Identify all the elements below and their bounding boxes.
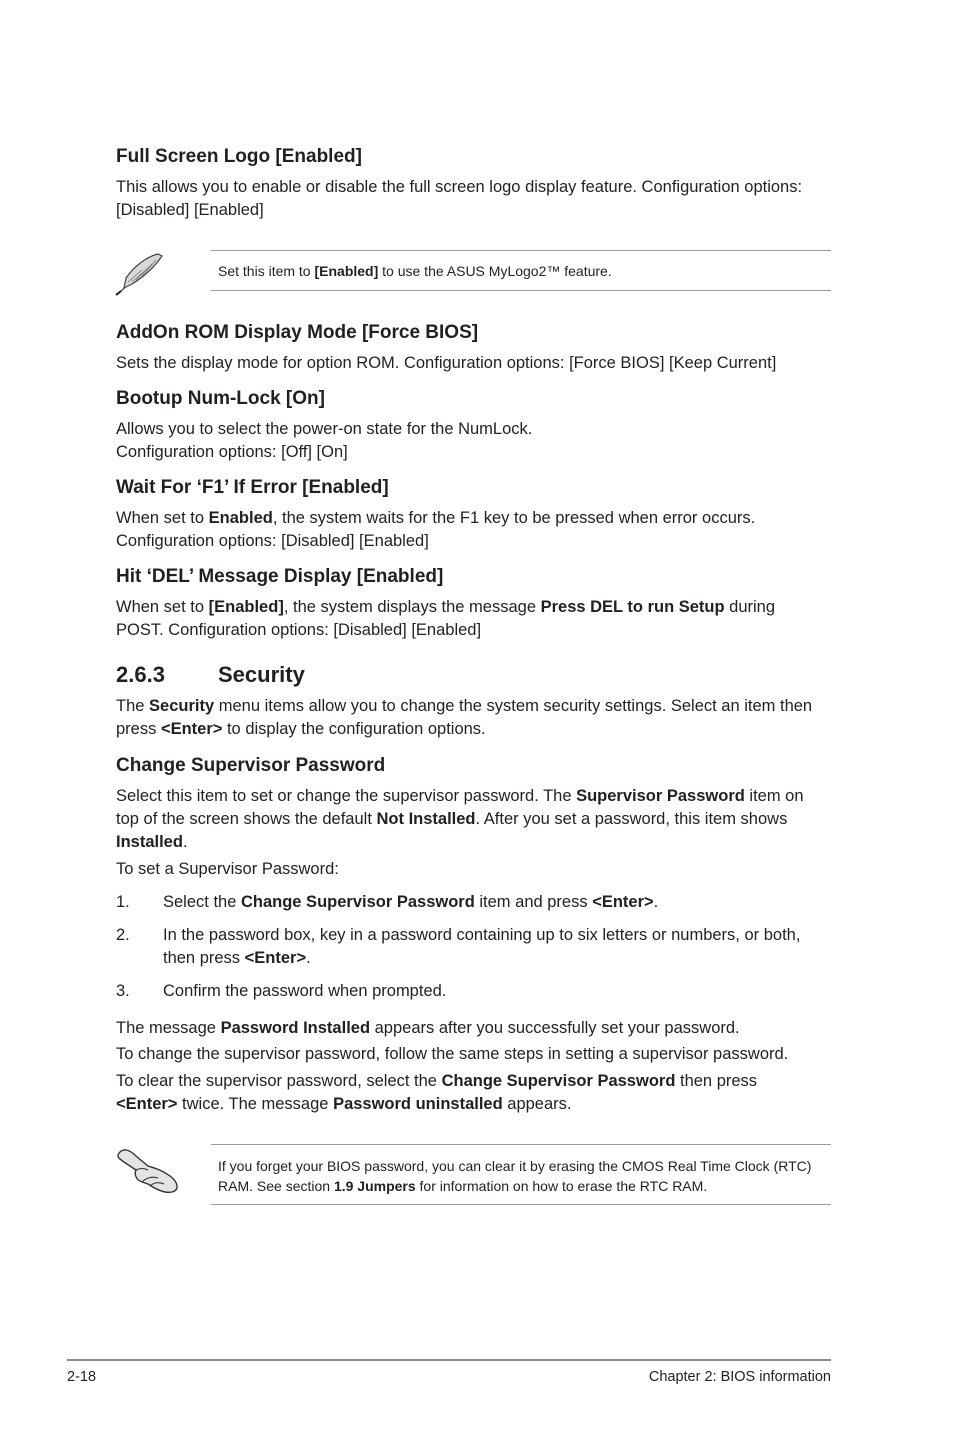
paragraph-addon-rom: Sets the display mode for option ROM. Configuration options: [Force BIOS] [Keep Current] (116, 354, 777, 372)
paragraph-wait-f1 (116, 507, 816, 553)
step-number-2: 2. (116, 926, 130, 944)
section-heading-hit-del: Hit ‘DEL’ Message Display [Enabled] (116, 566, 444, 587)
step-number-1: 1. (116, 893, 130, 911)
wait-f1-bold: Enabled (208, 509, 273, 527)
intro-bold-2: <Enter> (160, 720, 223, 738)
csp-text-c: item on top of the screen shows the default (116, 787, 804, 828)
pointing-hand-icon (112, 1142, 184, 1198)
note-text-bold: [Enabled] (314, 263, 379, 279)
numlock-line-1: Allows you to select the power-on state for the NumLock. (116, 420, 533, 438)
step-2-a: In the password box, key in a password containing up to six letters or numbers, or both, then press (163, 926, 801, 967)
note-bottom-rule (211, 290, 831, 291)
csp-text-a: Select this item to set or change the supervisor password. The (116, 787, 577, 805)
msg-a: The message (116, 1019, 221, 1037)
section-heading-wait-f1: Wait For ‘F1’ If Error [Enabled] (116, 477, 389, 498)
note-text-pre: Set this item to (218, 263, 315, 279)
clr-d: <Enter> (116, 1095, 178, 1113)
paragraph-numlock (116, 418, 836, 464)
note-text (218, 261, 828, 281)
paragraph-clear (116, 1070, 821, 1116)
csp-text-g: . (182, 833, 188, 851)
note-text-post: to use the ASUS MyLogo2™ feature. (378, 263, 612, 279)
step-1-a: Select the (163, 893, 241, 911)
section-heading-addon-rom: AddOn ROM Display Mode [Force BIOS] (116, 322, 479, 343)
note-2-c: for information on how to erase the RTC RAM. (415, 1178, 708, 1194)
wait-f1-post: , the system waits for the F1 key to be pressed when error occurs. Configuration options: [Disabled] [Enabled] (116, 509, 756, 550)
footer-page-number: 2-18 (67, 1369, 97, 1385)
step-number-3: 3. (116, 982, 130, 1000)
intro-post: to display the configuration options. (222, 720, 486, 738)
note-2-b: 1.9 Jumpers (333, 1178, 416, 1194)
section-title: Security (218, 662, 305, 687)
feather-pen-icon (112, 248, 168, 298)
msg-b: Password Installed (220, 1019, 371, 1037)
note-2-bottom-rule (211, 1204, 831, 1205)
intro-bold-1: Security (149, 697, 215, 715)
paragraph-security-intro (116, 695, 828, 741)
csp-bold-d: Not Installed (376, 810, 476, 828)
clr-a: To clear the supervisor password, select the (116, 1072, 442, 1090)
section-number: 2.6.3 (116, 662, 165, 687)
footer-rule (67, 1359, 831, 1361)
section-heading-numlock: Bootup Num-Lock [On] (116, 388, 325, 409)
clr-c: then press (675, 1072, 758, 1090)
csp-text-e: . After you set a password, this item shows (475, 810, 788, 828)
note-2-text (218, 1156, 828, 1196)
paragraph-to-set: To set a Supervisor Password: (116, 860, 339, 878)
clr-f: Password uninstalled (333, 1095, 503, 1113)
paragraph-full-screen-logo: This allows you to enable or disable the full screen logo display feature. Configuration options: [Disabled] [Enabled] (116, 178, 803, 219)
hit-del-pre: When set to (116, 598, 209, 616)
csp-bold-b: Supervisor Password (576, 787, 745, 805)
paragraph-message (116, 1017, 836, 1040)
section-heading-full-screen-logo: Full Screen Logo [Enabled] (116, 146, 362, 167)
paragraph-hit-del (116, 596, 826, 642)
step-1-e: . (653, 893, 659, 911)
hit-del-mid: , the system displays the message (283, 598, 541, 616)
note-2-top-rule (211, 1144, 831, 1145)
paragraph-change: To change the supervisor password, follow the same steps in setting a supervisor password. (116, 1045, 789, 1063)
hit-del-bold-2: Press DEL to run Setup (540, 598, 725, 616)
paragraph-csp (116, 785, 828, 854)
clr-b: Change Supervisor Password (441, 1072, 676, 1090)
step-2-b: <Enter> (244, 949, 307, 967)
step-1-c: item and press (474, 893, 593, 911)
step-1-d: <Enter> (592, 893, 654, 911)
intro-pre: The (116, 697, 150, 715)
numlock-line-2: Configuration options: [Off] [On] (116, 443, 348, 461)
hit-del-bold-1: [Enabled] (208, 598, 284, 616)
clr-e: twice. The message (177, 1095, 334, 1113)
note-2-a: If you forget your BIOS password, you can clear it by erasing the CMOS Real Time Clock (RTC) RAM. See section (218, 1158, 812, 1194)
csp-bold-f: Installed (116, 833, 183, 851)
step-2-c: . (306, 949, 311, 967)
footer-chapter: Chapter 2: BIOS information (648, 1369, 831, 1385)
step-text-3: Confirm the password when prompted. (163, 982, 447, 1000)
clr-g: appears. (502, 1095, 572, 1113)
msg-c: appears after you successfully set your password. (370, 1019, 740, 1037)
section-heading-change-supervisor-password: Change Supervisor Password (116, 755, 386, 776)
note-top-rule (211, 250, 831, 251)
step-text-2 (163, 924, 803, 970)
step-1-b: Change Supervisor Password (240, 893, 475, 911)
hit-del-post: during POST. Configuration options: [Disabled] [Enabled] (116, 598, 776, 639)
intro-mid: menu items allow you to change the system security settings. Select an item then press (116, 697, 813, 738)
step-text-1 (163, 891, 823, 914)
wait-f1-pre: When set to (116, 509, 209, 527)
